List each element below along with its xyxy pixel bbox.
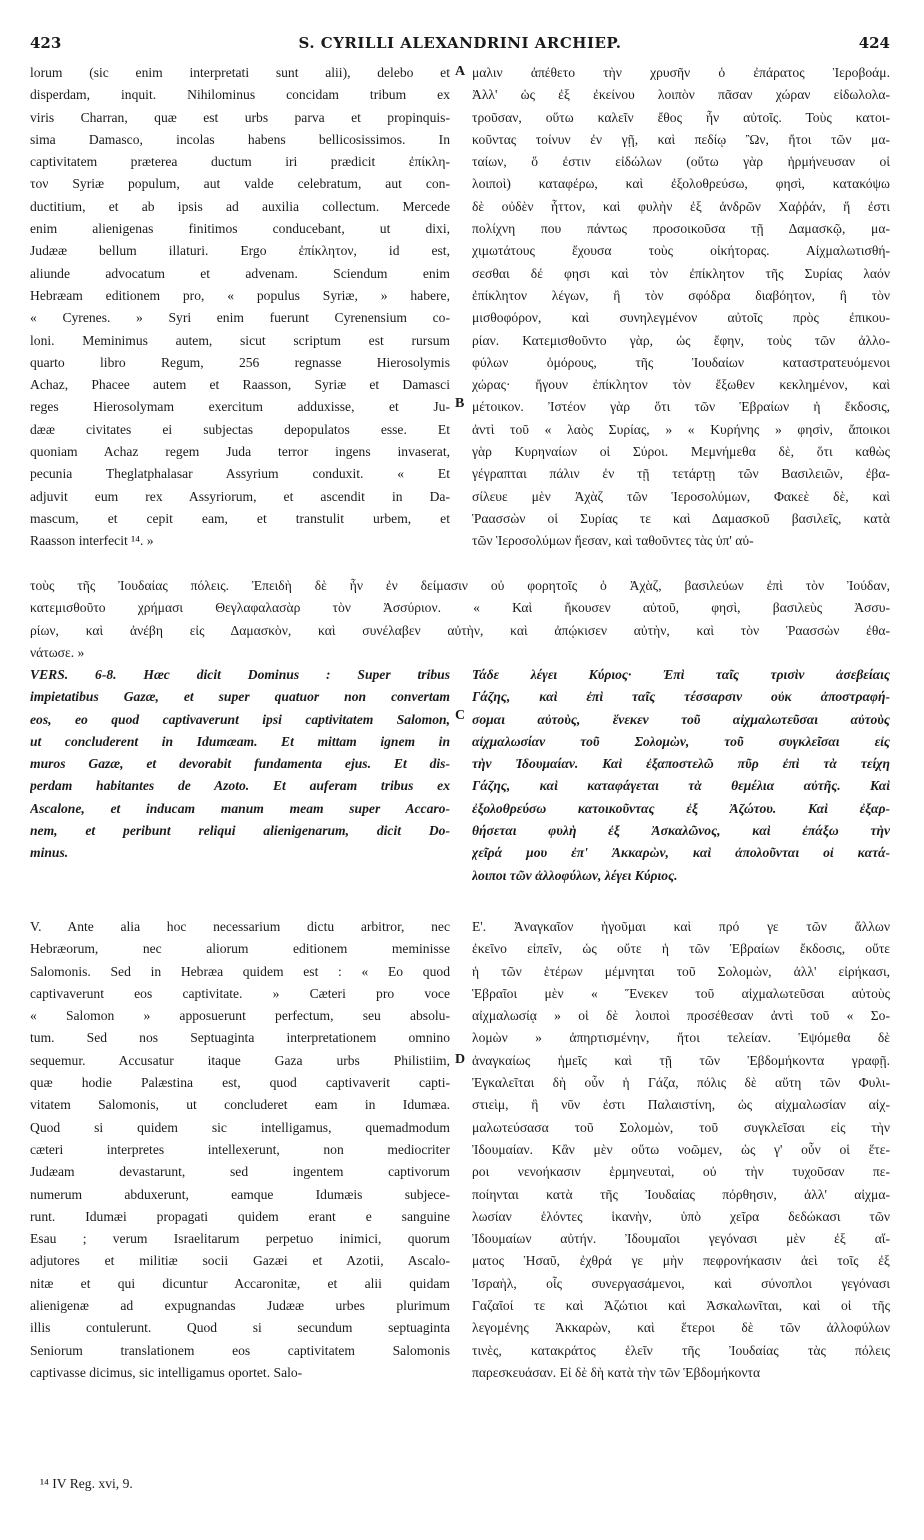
greek-commentary-section-e — [472, 916, 890, 1384]
text-line: Seniorum translationem eos captivitatem Salomonis — [30, 1342, 450, 1358]
text-line: ταίων, ὅ ἐστιν εἰδώλων (οὕτω γὰρ ἡρμήνευσαν οἱ — [472, 154, 890, 170]
latin-column-upper — [30, 62, 450, 553]
text-line: λομὼν » ἀπηρτισμένην, ἤτοι τελείαν. Ἑψόμεθα δὲ — [472, 1030, 890, 1046]
text-line: Ε'. Ἀναγκαῖον ἡγοῦμαι καὶ πρό γε τῶν ἄλλων — [472, 919, 890, 934]
text-line: dææ civitates ei subjectas depopulatos esse. Et — [30, 421, 450, 437]
text-line: Hebræam editionem pro, « populus Syriæ, » habere, — [30, 287, 450, 303]
section-marker-b: B — [455, 396, 465, 411]
text-line: impietatibus Gazæ, et super quatuor non convertam — [30, 689, 450, 705]
text-line: αἰχμαλωσίᾳ » οἱ δὲ λοιποὶ προσέθεσαν ἀντὶ τοῦ « Σο- — [472, 1008, 890, 1024]
text-line: σομαι αὐτοὺς, ἕνεκεν τοῦ αἰχμαλωτεῦσαι αὐτοὺς — [472, 711, 890, 727]
text-line: ἡ τῶν ἑτέρων μέμνηται τοῦ Σολομὼν, ἀλλ' εἰρήκασι, — [472, 963, 890, 979]
text-line: Ascalone, et inducam manum meam super Accaro- — [30, 800, 450, 816]
text-line: τροῦσαν, οὕτω καλεῖν ἔθος ἦν αὐτοῖς. Τοὺς κατοι- — [472, 109, 890, 125]
latin-verse-passage — [30, 664, 450, 865]
text-line: runt. Idumæi propagati quidem erant e sanguine — [30, 1208, 450, 1224]
text-line: λοιποι τῶν ἀλλοφύλων, λέγει Κύριος. — [472, 867, 678, 883]
text-line: Ἀλλ' ὡς ἐξ ἐκείνου λοιπὸν πᾶσαν χώραν εἰδωλολα- — [472, 87, 890, 103]
text-line: φύλων ὁμόρους, τῆς Ἰουδαίων καταστρατευόμενοι — [472, 354, 890, 370]
text-line: αἰχμαλωσίαν τοῦ Σολομὼν, τοῦ συγκλεῖσαι εἰς — [472, 733, 890, 749]
text-line: Judæam devastarunt, sed ingentem captivorum — [30, 1164, 450, 1180]
text-line: Γαζαῖοί τε καὶ Ἀζώτιοι καὶ Ἀσκαλωνῖται, καὶ οἱ τῆς — [472, 1298, 890, 1314]
text-line: muros Gazæ, et devorabit fundamenta ejus. Et dis- — [30, 756, 450, 772]
text-line: χιμωτάτους ἔχουσα τοὺς οἰκήτορας. Αἰχμαλωτισθή- — [472, 243, 890, 259]
latin-commentary-section-v — [30, 916, 450, 1384]
text-line: Esau ; verum Israelitarum perpetuo inimici, quorum — [30, 1231, 450, 1247]
greek-column-upper — [472, 62, 890, 553]
text-line: adjuvit eum rex Assyriorum, et ascendit in Da- — [30, 488, 450, 504]
text-line: aliunde advocatum et advenam. Sciendum enim — [30, 265, 450, 281]
text-line: « Cyrenes. » Syri enim fuerunt Cyrenensium co- — [30, 310, 450, 326]
text-line: τὴν Ἰδουμαίαν. Καὶ ἐξαποστελῶ πῦρ ἐπὶ τὰ τείχη — [472, 756, 890, 772]
running-title: S. CYRILLI ALEXANDRINI ARCHIEP. — [298, 34, 622, 52]
text-line: reges Hierosolymam exercitum adduxisse, et Ju- — [30, 399, 450, 415]
text-line: σεσθαι δέ φησι καὶ τὸν ἐπίκλητον τῆς Συρίας λαόν — [472, 265, 890, 281]
text-line: θήσεται φυλὴ ἐξ Ἀσκαλῶνος, καὶ ἐπάξω τὴν — [472, 823, 890, 839]
text-line: lorum (sic enim interpretati sunt alii), delebo et — [30, 65, 450, 80]
text-line: illis contulerunt. Quod si secundum septuaginta — [30, 1320, 450, 1336]
text-line: nitæ et qui dicuntur Accaronitæ, et alii quidam — [30, 1275, 450, 1291]
text-line: ἀναγκαίως ἡμεῖς καὶ τῇ τῶν Ἑβδομήκοντα γραφῇ. — [472, 1052, 890, 1068]
text-line: vitatem Salomonis, ut concluderet eam in Idumæa. — [30, 1097, 450, 1113]
text-line: perdam habitantes de Azoto. Et auferam tribus ex — [30, 778, 450, 794]
text-line: Τάδε λέγει Κύριος· Ἐπὶ ταῖς τρισὶν ἀσεβείαις — [472, 667, 890, 682]
text-line: τῶν Ἱεροσολύμων ἤεσαν, καὶ ταθοῦντες τὰς ὑπ' αὐ- — [472, 533, 754, 549]
text-line: Γάζης, καὶ καταφάγεται τὰ θεμέλια αὐτῆς. Καὶ — [472, 778, 890, 794]
text-line: enim alienigenas finitimos conducebant, ut dixi, — [30, 221, 450, 237]
text-line: loni. Meminimus autem, sicut scriptum est rursum — [30, 332, 450, 348]
text-line: ut concluderent in Idumæam. Et mittam ignem in — [30, 733, 450, 749]
text-line: captivasse dicimus, sic intelligamus oportet. Salo- — [30, 1364, 303, 1380]
greek-verse-passage — [472, 664, 890, 887]
text-line: ρίων, καὶ ἀνέβη εἰς Δαμασκὸν, καὶ συνέλαβεν αὐτὴν, καὶ ἀπῴκισεν αὐτὴν, καὶ τὸν Ῥαασσὼν ἐθα- — [30, 622, 890, 638]
text-line: στιεὶμ, ἣ νῦν ἐστι Παλαιστίνη, ὡς αἰχμαλωσίαν αἰχ- — [472, 1097, 890, 1113]
text-line: Ἐγκαλεῖται δὴ οὖν ἡ Γάζα, πόλις δὲ αὕτη τῶν Φυλι- — [472, 1075, 890, 1091]
text-line: cæteri interpretes intellexerunt, non mediocriter — [30, 1141, 450, 1157]
text-line: πολίχνη που πάντως προσοικοῦσα τῇ Δαμασκῷ, μα- — [472, 221, 890, 237]
text-line: Hebræorum, nec aliorum editionem meminisse — [30, 941, 450, 957]
text-line: ποίηνται κατὰ τῆς Ἰουδαίας πόρθησιν, ἀλλ' αἰχμα- — [472, 1186, 890, 1202]
text-line: quæ hodie Palæstina est, quod captivaverit capti- — [30, 1075, 450, 1091]
section-marker-c: C — [455, 708, 466, 723]
text-line: Achaz, Phacee autem et Raasson, Syriæ et Damasci — [30, 377, 450, 393]
text-line: quarto libro Regum, 256 regnasse Hierosolymis — [30, 354, 450, 370]
text-line: ἐκεῖνο εἰπεῖν, ὡς οὔτε ἡ τῶν Ἑβραίων ἔκδοσις, οὔτε — [472, 941, 890, 957]
text-line: ductitium, et ab ipsis ad auxilia collectum. Mercede — [30, 198, 450, 214]
text-line: ροι νενοήκασιν ἑρμηνευταὶ, οὐ τὴν τυχοῦσαν πε- — [472, 1164, 890, 1180]
text-line: Ἑβραῖοι μὲν « Ἕνεκεν τοῦ αἰχμαλωτεῦσαι αὐτοὺς — [472, 985, 890, 1001]
section-marker-d: D — [455, 1052, 466, 1067]
text-line: nem, et peribunt reliqui alienigenarum, dicit Do- — [30, 823, 450, 839]
text-line: λοιποὶ) καταφέρω, καὶ ἐξολοθρεύσω, φησὶ, κατακόψω — [472, 176, 890, 192]
text-line: χεῖρά μου ἐπ' Ἀκκαρὼν, καὶ ἀπολοῦνται οἱ κατά- — [472, 845, 890, 861]
text-line: δὲ οὐδὲν ἧττον, καὶ φυλὴν ἐξ ἀνδρῶν Χαῤῥάν, ἥ ἐστι — [472, 198, 890, 214]
text-line: mascum, et cepit eam, et transtulit urbem, et — [30, 510, 450, 526]
text-line: Raasson interfecit ¹⁴. » — [30, 533, 154, 549]
section-marker-a: A — [455, 64, 466, 79]
text-line: μαλιν ἀπέθετο τὴν χρυσῆν ὁ ἐπάρατος Ἱεροβοάμ. — [472, 65, 890, 80]
text-line: νάτωσε. » — [30, 644, 85, 660]
text-line: τον Syriæ populum, aut valde celebratum, aut con- — [30, 176, 450, 192]
text-line: adjutores et militiæ socii Gazæi et Azotii, Ascalo- — [30, 1253, 450, 1269]
text-line: μισθοφόρον, καὶ συνηλεγμένον αὐτοῖς πρὸς ἐπικου- — [472, 310, 890, 326]
text-line: « Salomon » apposuerunt perfectum, seu absolu- — [30, 1008, 450, 1024]
text-line: captivitatem præterea ductum iri prædicit ἐπίκλη- — [30, 154, 450, 170]
text-line: V. Ante alia hoc necessarium dictu arbitror, nec — [30, 919, 450, 934]
text-line: Quod si quidem sic intelligamus, quemadmodum — [30, 1119, 450, 1135]
text-line: captivaverunt eos captivitate. » Cæteri pro voce — [30, 985, 450, 1001]
text-line: numerum abduxerunt, eamque Idumæis subjece- — [30, 1186, 450, 1202]
text-line: ἐξολοθρεύσω κατοικοῦντας ἐξ Ἀζώτου. Καὶ ἐξαρ- — [472, 800, 890, 816]
text-line: quoniam Achaz regem Juda terror ingens invaserat, — [30, 444, 450, 460]
page-number-right: 424 — [858, 34, 890, 52]
footnote: ¹⁴ IV Reg. xvi, 9. — [40, 1476, 133, 1491]
text-line: Ἰσραὴλ, οἷς συνεργασάμενοι, καὶ σύνοπλοι γεγόνασι — [472, 1275, 890, 1291]
text-line: τοὺς τῆς Ἰουδαίας πόλεις. Ἐπειδὴ δὲ ἦν ἐν δείμασιν οὐ φορητοῖς ὁ Ἀχὰζ, βασιλεύων ἐπὶ τὸν Ἰούδαν, — [30, 578, 890, 593]
text-line: ἀντὶ τοῦ « λαὸς Συρίας, » « Κυρήνης » φησὶν, ἄποικοι — [472, 421, 890, 437]
text-line: sima Damasco, incolas habens bellicosissimos. In — [30, 131, 450, 147]
page-number-left: 423 — [30, 34, 62, 52]
text-line: λεγομένης Ἀκκαρὼν, καὶ ἕτεροι δὲ τῶν ἀλλοφύλων — [472, 1320, 890, 1336]
text-line: παρεσκευάσαν. Εἰ δὲ δὴ κατὰ τὴν τῶν Ἑβδομήκοντα — [472, 1364, 761, 1380]
text-line: Judææ bellum illaturi. Ergo ἐπίκλητον, id est, — [30, 243, 450, 259]
text-line: ρίαν. Κατεμισθοῦντο γὰρ, ὡς ἔφην, τοὺς τῶν ἀλλο- — [472, 332, 890, 348]
text-line: γέγραπται πάλιν ἐν τῇ τετάρτῃ τῶν Βασιλειῶν, ἐβα- — [472, 466, 890, 482]
text-line: μαλωτεύσασα τοῦ Σολομὼν, τοῦ συγκλεῖσαι εἰς τὴν — [472, 1119, 890, 1135]
text-line: Γάζης, καὶ ἐπὶ ταῖς τέσσαρσιν οὐκ ἀποστραφή- — [472, 689, 890, 705]
text-line: eos, eo quod captivaverunt ipsi captivitatem Salomon, — [30, 711, 450, 727]
running-header — [30, 34, 890, 54]
text-line: pecunia Theglatphalasar Assyrium conduxit. « Et — [30, 466, 450, 482]
text-line: χώρας· ἤγουν ἐπίκλητον τὸν ἔξωθεν κεκλημένον, καὶ — [472, 377, 890, 393]
text-line: σίλευε μὲν Ἀχὰζ τῶν Ἱεροσολύμων, Φακεὲ δὲ, καὶ — [472, 488, 890, 504]
greek-full-width-paragraph — [30, 575, 890, 664]
text-line: VERS. 6-8. Hæc dicit Dominus : Super tribus — [30, 667, 450, 682]
text-line: μέτοικον. Ἰστέον γὰρ ὅτι τῶν Ἑβραίων ἡ ἔκδοσις, — [472, 399, 890, 415]
text-line: κοῦντας τοίνυν ἐν γῇ, καὶ πεδίῳ Ὢν, ἤτοι τῶν μα- — [472, 131, 890, 147]
text-line: tum. Sed nos Septuaginta interpretationem omnino — [30, 1030, 450, 1046]
text-line: disperdam, inquit. Nihilominus concidam tribum ex — [30, 87, 450, 103]
text-line: Salomonis. Sed in Hebræa quidem est : « Eo quod — [30, 963, 450, 979]
text-line: τινὲς, κατακράτος ἑλεῖν τῆς Ἰουδαίας τὰς πόλεις — [472, 1342, 890, 1358]
text-line: γὰρ Κυρηναίων οἱ Σύροι. Μεμνήμεθα δὲ, ὅτι καθὼς — [472, 444, 890, 460]
text-line: κατεμισθοῦτο χρήμασι Θεγλαφαλασὰρ τὸν Ἀσσύριον. « Καὶ ἤκουσεν αὐτοῦ, φησὶ, βασιλεὺς Ἀσσυ- — [30, 600, 890, 616]
text-line: λωσίαν ἑλόντες ἱκανὴν, ὑπὸ χεῖρα δεδώκασι τῶν — [472, 1208, 890, 1224]
text-line: ματος Ἡσαῦ, ἐχθρά γε μὴν πεφρονήκασιν ἀεὶ τοῖς ἐξ — [472, 1253, 890, 1269]
text-line: Ἰδουμαίων αὐτήν. Ἰδουμαῖοι γεγόνασι μὲν ἐξ αἵ- — [472, 1231, 890, 1247]
text-line: ἐπίκλητον λέγων, ἢ τὸν σφόδρα διαβόητον, ἢ τὸν — [472, 287, 890, 303]
text-line: minus. — [30, 845, 69, 861]
text-line: alienigenæ ad expugnandas Judææ urbes plurimum — [30, 1298, 450, 1314]
text-line: sequemur. Accusatur itaque Gaza urbs Philistiim, — [30, 1052, 450, 1068]
text-line: Ῥαασσὼν οἱ Συρίας τε καὶ Δαμασκοῦ βασιλεῖς, κατὰ — [472, 510, 890, 526]
text-line: Ἰδουμαίαν. Κἂν μὲν οὕτω νοῶμεν, ὡς γ' οὖν οἱ ἕτε- — [472, 1141, 890, 1157]
text-line: viris Charran, quæ est urbs parva et propinquis- — [30, 109, 450, 125]
